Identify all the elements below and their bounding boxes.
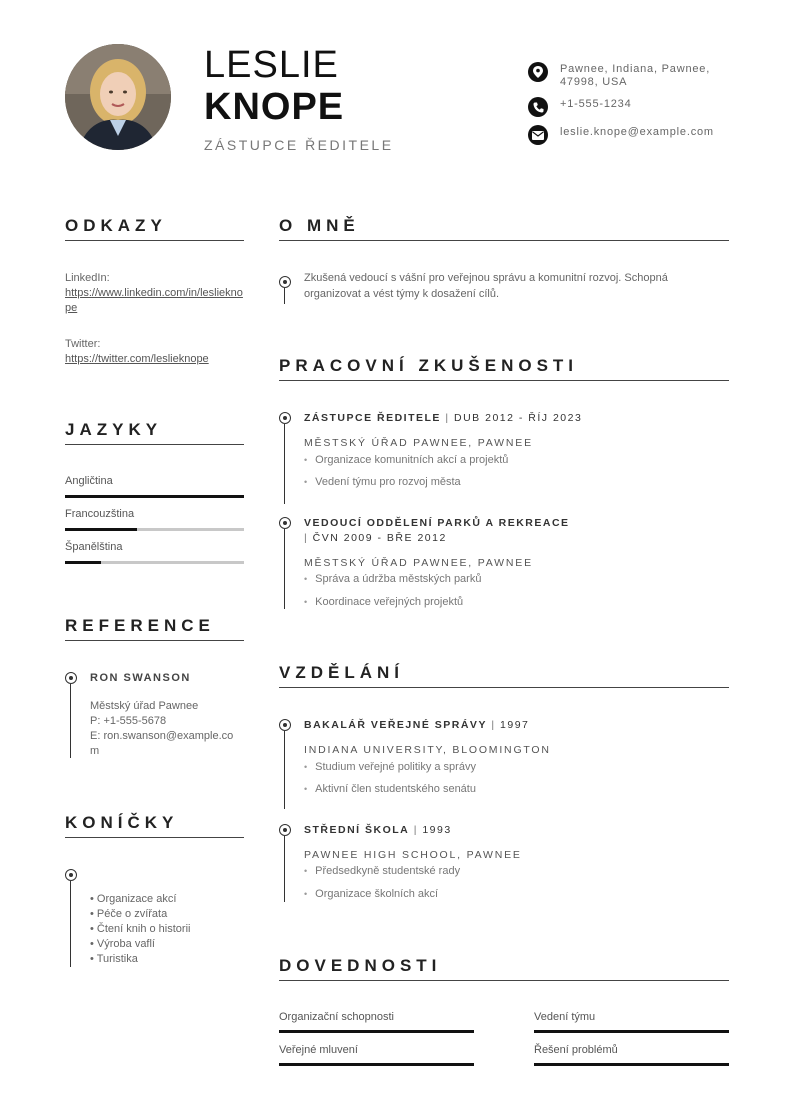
reference-phone: P: +1-555-5678 [90,715,167,727]
job-timeline-dot [279,517,291,529]
about-timeline-line [284,288,285,304]
reference-name: RON SWANSON [90,672,191,684]
about-section-title: O MNĚ [279,216,360,235]
education-timeline-line [284,836,285,902]
education-degree: STŘEDNÍ ŠKOLA [304,824,410,836]
hobbies-timeline-dot [65,869,77,881]
job-organization: MĚSTSKÝ ÚŘAD PAWNEE, PAWNEE [304,557,533,569]
hobby-item: • Turistika [90,953,138,965]
education-school: INDIANA UNIVERSITY, BLOOMINGTON [304,744,551,756]
language-level-fill [65,561,101,564]
profile-photo [65,44,171,150]
education-timeline-line [284,731,285,809]
language-name: Francouzština [65,508,135,520]
about-divider [279,240,729,241]
job-title: ZÁSTUPCE ŘEDITELE [204,137,394,153]
skills-divider [279,980,729,981]
reference-timeline-line [70,684,71,758]
education-year: 1993 [422,824,452,836]
education-heading: BAKALÁŘ VEŘEJNÉ SPRÁVY | 1997 [304,719,530,731]
education-bullet: • Studium veřejné politiky a správy [304,761,476,773]
reference-timeline-dot [65,672,77,684]
twitter-label: Twitter: [65,338,101,350]
phone-text[interactable]: +1-555-1234 [560,98,632,110]
experience-section-title: PRACOVNÍ ZKUŠENOSTI [279,356,579,375]
education-degree: BAKALÁŘ VEŘEJNÉ SPRÁVY [304,719,487,731]
language-level-fill [65,528,137,531]
education-timeline-dot [279,719,291,731]
job-role: ZÁSTUPCE ŘEDITELE [304,412,441,424]
education-bullet: • Organizace školních akcí [304,888,438,900]
skill-bar [534,1030,729,1033]
job-role: VEDOUCÍ ODDĚLENÍ PARKŮ A REKREACE [304,517,570,529]
links-section-title: ODKAZY [65,216,167,235]
education-school: PAWNEE HIGH SCHOOL, PAWNEE [304,849,522,861]
skill-bar [279,1063,474,1066]
education-timeline-dot [279,824,291,836]
hobby-item: • Výroba vaflí [90,938,155,950]
hobby-item: • Organizace akcí [90,893,177,905]
address-text: Pawnee, Indiana, Pawnee, 47998, USA [560,63,711,88]
reference-email: E: ron.swanson@example.com [90,730,234,757]
job-bullet: • Vedení týmu pro rozvoj města [304,476,461,488]
job-heading [304,517,570,529]
job-bullet: • Organizace komunitních akcí a projektů [304,454,508,466]
contact-phone [528,97,738,117]
job-organization: MĚSTSKÝ ÚŘAD PAWNEE, PAWNEE [304,437,533,449]
contact-address [528,62,738,89]
job-timeline-line [284,424,285,504]
job-timeline-dot [279,412,291,424]
job-dates: DUB 2012 - ŘÍJ 2023 [454,412,583,424]
hobby-item: • Péče o zvířata [90,908,168,920]
references-section-title: REFERENCE [65,616,215,635]
language-level-track [65,561,244,564]
hobbies-section-title: KONÍČKY [65,813,179,832]
about-text: Zkušená vedoucí s vášní pro veřejnou správu a komunitní rozvoj. Schopná organizovat a vést týmy k dosažení cílů. [304,272,668,300]
education-section-title: VZDĚLÁNÍ [279,663,404,682]
reference-org: Městský úřad Pawnee [90,700,199,712]
language-name: Španělština [65,541,123,553]
education-bullet: • Aktivní člen studentského senátu [304,783,476,795]
job-heading: ZÁSTUPCE ŘEDITELE | DUB 2012 - ŘÍJ 2023 [304,412,583,424]
skill-name: Řešení problémů [534,1044,618,1056]
phone-icon [528,97,548,117]
location-pin-icon [528,62,548,82]
last-name: KNOPE [204,86,345,128]
hobby-item: • Čtení knih o historii [90,923,191,935]
first-name: LESLIE [204,44,339,86]
hobbies-timeline-line [70,881,71,967]
references-divider [65,640,244,641]
skill-name: Organizační schopnosti [279,1011,394,1023]
language-level-track [65,528,244,531]
twitter-link[interactable]: https://twitter.com/leslieknope [65,353,209,365]
education-bullet: • Předsedkyně studentské rady [304,865,460,877]
job-heading-dates: | ČVN 2009 - BŘE 2012 [304,532,447,544]
language-level-track [65,495,244,498]
contact-email [528,125,738,145]
skill-name: Vedení týmu [534,1011,596,1023]
job-bullet: • Správa a údržba městských parků [304,573,481,585]
links-divider [65,240,244,241]
language-name: Angličtina [65,475,113,487]
linkedin-label: LinkedIn: [65,272,110,284]
skill-bar [534,1063,729,1066]
languages-section-title: JAZYKY [65,420,163,439]
about-timeline-dot [279,276,291,288]
email-icon [528,125,548,145]
experience-divider [279,380,729,381]
languages-divider [65,444,244,445]
education-year: 1997 [500,719,530,731]
skill-name: Veřejné mluvení [279,1044,358,1056]
skills-section-title: DOVEDNOSTI [279,956,442,975]
language-level-fill [65,495,244,498]
education-divider [279,687,729,688]
job-dates: ČVN 2009 - BŘE 2012 [312,532,447,544]
education-heading: STŘEDNÍ ŠKOLA | 1993 [304,824,452,836]
job-bullet: • Koordinace veřejných projektů [304,596,463,608]
skill-bar [279,1030,474,1033]
email-text[interactable]: leslie.knope@example.com [560,126,714,138]
job-timeline-line [284,529,285,609]
linkedin-link[interactable]: https://www.linkedin.com/in/leslieknope [65,287,243,314]
hobbies-divider [65,837,244,838]
